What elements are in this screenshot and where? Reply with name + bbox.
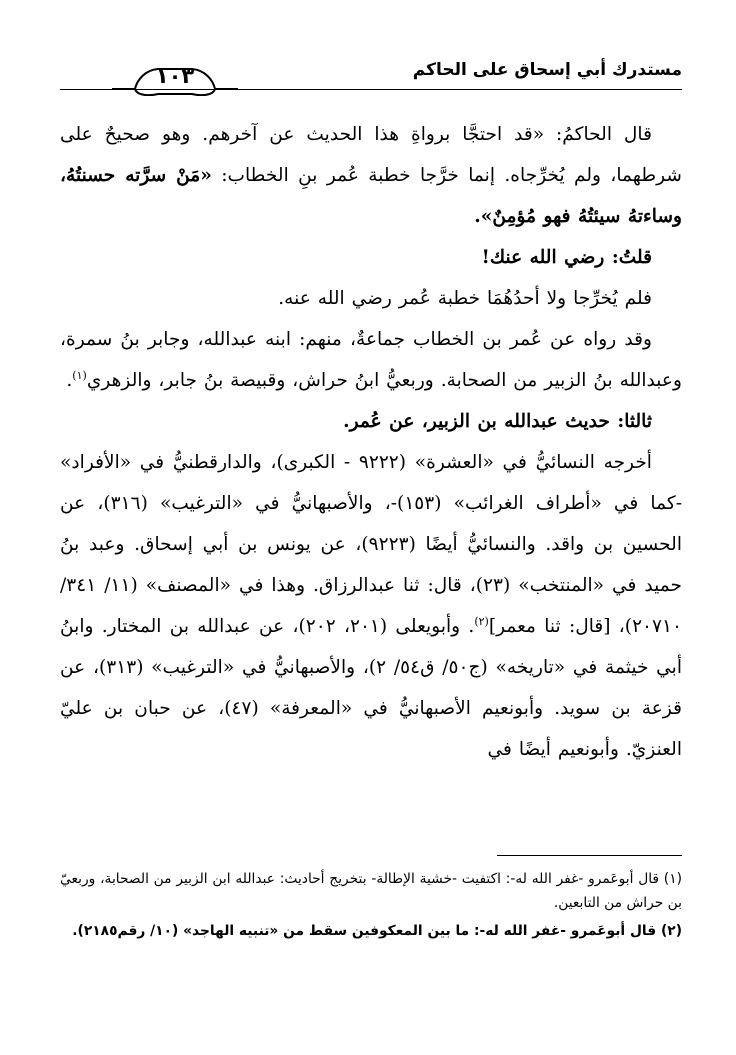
main-text	[60, 114, 682, 770]
page-number: ١٠٣	[155, 64, 195, 88]
footnote-1: (١) قال أبوعَمرو -غفر الله له-: اكتفيت -خشية الإطالة- بتخريج أحاديث: عبدالله ابن الزبير من الصحابة، وربعيّ بن حراش من التابعين.	[60, 871, 682, 911]
footnote-2: (٢) قال أبوعَمرو -غفر الله له-: ما بين المعكوفين سقط من «تنبيه الهاجد» (١٠/ رقم٢١٨٥).	[72, 923, 682, 939]
paragraph-no-takhrij: فلم يُخرِّجا ولا أحدُهُمَا خطبة عُمر رضي الله عنه.	[278, 288, 652, 309]
header-rule	[60, 89, 682, 90]
section-heading: ثالثا: حديث عبدالله بن الزبير، عن عُمر.	[343, 411, 652, 432]
page-header	[60, 52, 682, 92]
hadith-quote: «مَنْ سرَّته حسنتُهُ، وساءتهُ سيئتُهُ فهو مُؤمِنٌ».	[60, 165, 682, 227]
paragraph-takhrij: أخرجه النسائيُّ في «العشرة» (٩٢٢٢ - الكبرى)، والدارقطنيُّ في «الأفراد» -كما في «أطراف الغرائب» (١٥٣)-، والأصبهانيُّ في «الترغيب» (٣١٦)، عن الحسين بن واقد. والنسائيُّ أيضًا (٩٢٢٣)، عن يونس بن أبي إسحاق. وعبد بنُ حميد في «المنتخب» (٢٣)، قال: ثنا عبدالرزاق. وهذا في «المصنف» (١١/ ٣٤١/ ٢٠٧١٠)، [قال: ثنا معمر]$^{(٢)}$. وأبويعلى (٢٠١، ٢٠٢)، عن عبدالله بن المختار. وابنُ أبي خيثمة في «تاريخه» (ج٥٠/ ق٥٤/ ٢)، والأصبهانيُّ في «الترغيب» (٣١٣)، عن قزعة بن سويد. وأبونعيم الأصبهانيُّ في «المعرفة» (٤٧)، عن حبان بن عليّ العنزيّ. وأبونعيم أيضًا في	[60, 452, 683, 760]
paragraph-comment: قلتُ: رضي الله عنك!	[481, 247, 652, 268]
page-number-badge	[110, 58, 240, 96]
document-page	[60, 52, 682, 1012]
footnote-ref-1[interactable]: (١)	[72, 368, 87, 382]
footnote-ref-2[interactable]: (٢)	[474, 614, 489, 628]
paragraph-hakim-quote: قال الحاكمُ: «قد احتجَّا برواةِ هذا الحديث عن آخرهم. وهو صحيحٌ على شرطهما، ولم يُخرِّجاه. إنما خرَّجا خطبة عُمر بنِ الخطاب: «مَنْ سرَّته حسنتُهُ، وساءتهُ سيئتُهُ فهو مُؤمِنٌ».	[60, 124, 683, 227]
paragraph-narrators: وقد رواه عن عُمر بن الخطاب جماعةٌ، منهم: ابنه عبدالله، وجابر بنُ سمرة، وعبدالله بنُ الزبير من الصحابة. وربعيُّ ابنُ حراش، وقبيصة بنُ جابر، والزهري$^{(١)}$.	[60, 329, 682, 391]
footnotes	[60, 867, 682, 947]
footnote-separator	[497, 855, 682, 856]
book-title: مستدرك أبي إسحاق على الحاكم	[412, 60, 682, 80]
